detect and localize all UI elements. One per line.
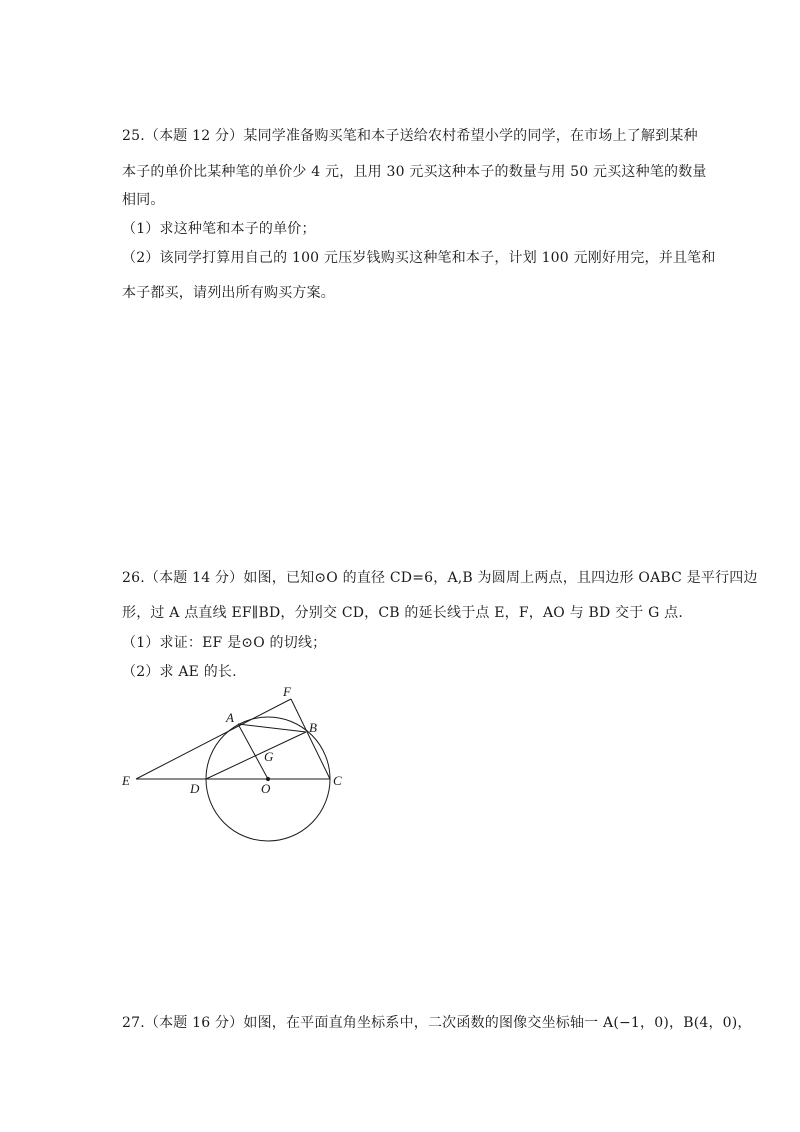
q25-stem-line-2: 本子的单价比某种笔的单价少 4 元，且用 30 元买这种本子的数量与用 50 元买这种笔的数量 (122, 164, 707, 180)
line-ef (136, 699, 291, 779)
label-c: C (333, 773, 342, 788)
line-fc (291, 699, 330, 779)
q26-part-1: （1）求证：EF 是⊙O 的切线； (122, 635, 327, 651)
label-f: F (283, 684, 291, 699)
label-b: B (309, 720, 317, 735)
label-d: D (190, 781, 200, 796)
label-a: A (226, 710, 234, 725)
q25-part-1: （1）求这种笔和本子的单价； (122, 221, 316, 237)
q25-part-2-line-2: 本子都买，请列出所有购买方案。 (122, 285, 335, 301)
q27-stem-line-1: 27.（本题 16 分）如图，在平面直角坐标系中，二次函数的图像交坐标轴一 A(−1，0)，B(4，0)， (122, 1015, 752, 1031)
geometry-figure (110, 682, 370, 872)
q25-stem-line-1: 25.（本题 12 分）某同学准备购买笔和本子送给农村希望小学的同学，在市场上了解到某种 (122, 128, 698, 144)
q26-stem-line-1: 26.（本题 14 分）如图，已知⊙O 的直径 CD=6，A,B 为圆周上两点，且四边形 OABC 是平行四边 (122, 570, 758, 586)
label-e: E (122, 773, 130, 788)
q25-part-2-line-1: （2）该同学打算用自己的 100 元压岁钱购买这种笔和本子，计划 100 元刚好用完，并且笔和 (122, 250, 716, 266)
q25-stem-line-3: 相同。 (122, 192, 165, 208)
q26-stem-line-2: 形，过 A 点直线 EF∥BD，分别交 CD，CB 的延长线于点 E，F，AO 与 BD 交于 G 点. (122, 605, 683, 621)
line-ab (238, 724, 306, 732)
label-g: G (264, 749, 274, 764)
label-o: O (261, 781, 271, 796)
q26-part-2: （2）求 AE 的长. (122, 664, 237, 680)
